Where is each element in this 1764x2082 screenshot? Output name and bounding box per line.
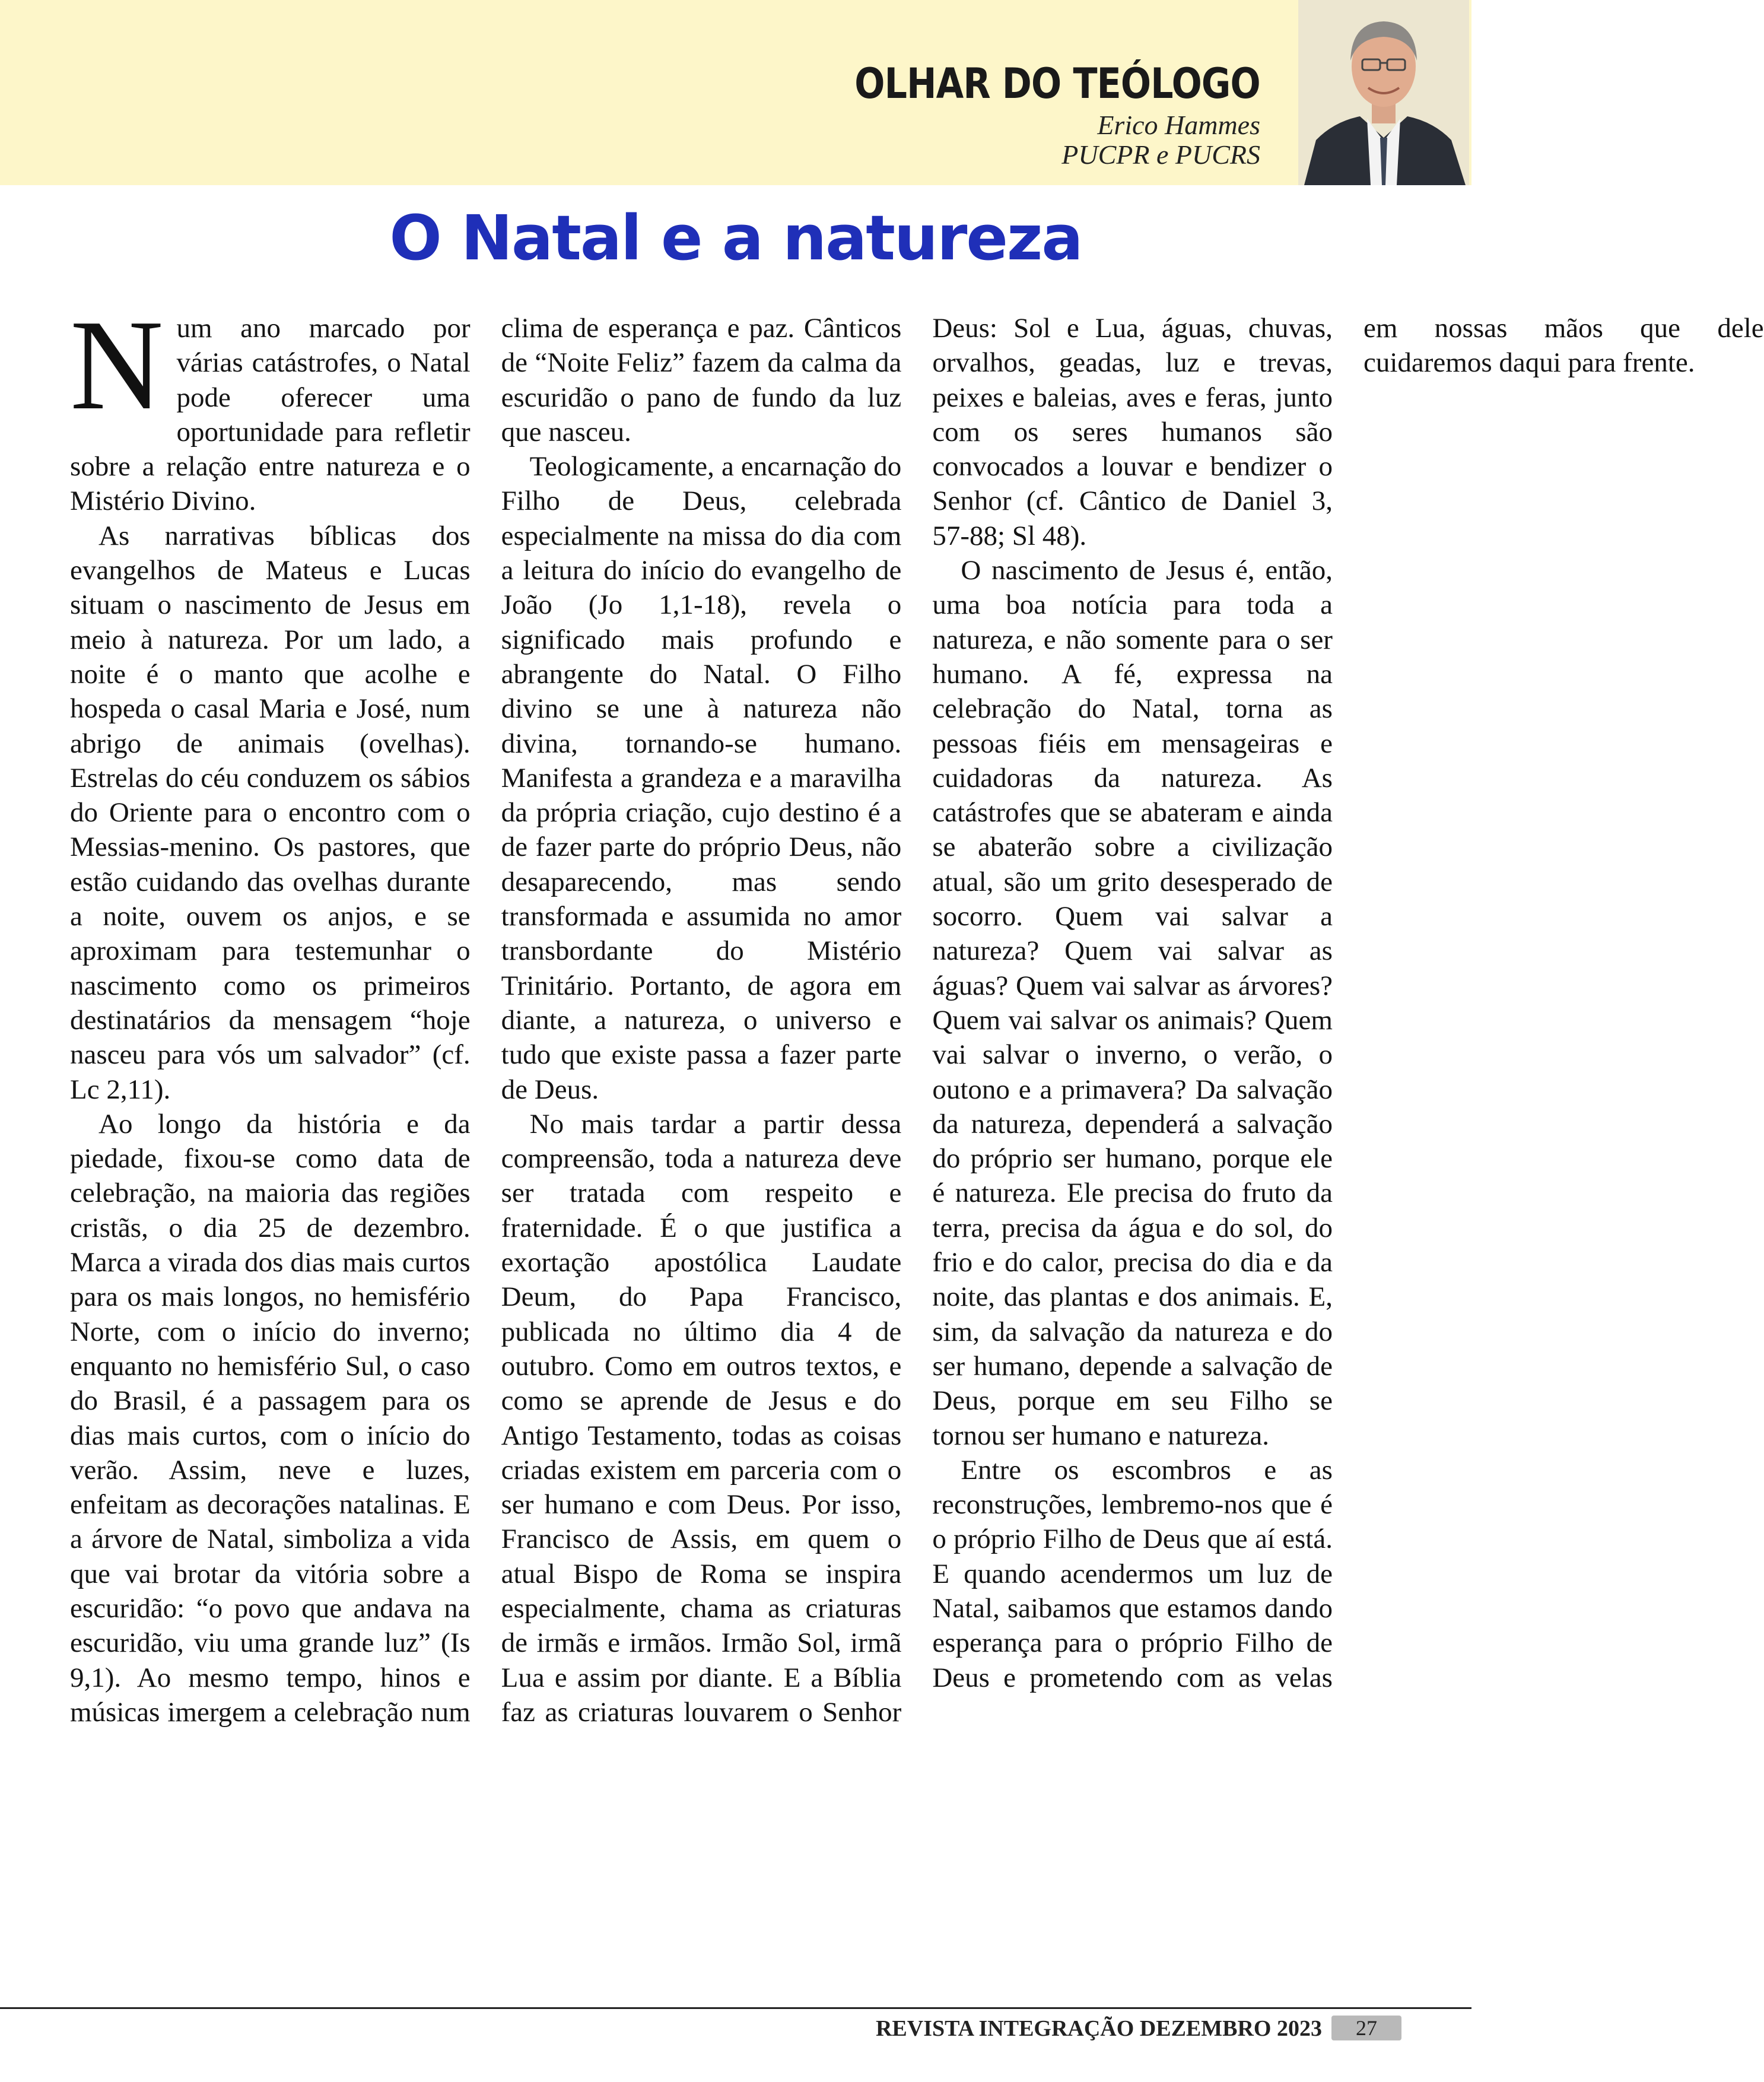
article-paragraph: As narrativas bíblicas dos evangelhos de Mateus e Lucas situam o nascimento de Jesus em meio à natureza. Por um lado, a noite é o manto que acolhe e hospeda o casal Maria e José, num abrigo de animais (ovelhas). Estrelas do céu conduzem os sábios do Oriente para o encontro com o Messias-menino. Os pastores, que estão cuidando das ovelhas durante a noite, ouvem os anjos, e se aproximam para testemunhar o nascimento como os primeiros destinatários da mensagem “hoje nasceu para vós um salvador” (cf. Lc 2,11). bbox=[70, 520, 471, 1105]
paragraph-text: um ano marcado por várias catástrofes, o Natal pode oferecer uma oportunidade para refletir sobre a relação entre natureza e o Mistério Divino. bbox=[70, 313, 471, 517]
article-paragraph bbox=[70, 294, 471, 519]
page-number: 27 bbox=[1331, 2016, 1401, 2040]
article-paragraph: Teologicamente, a encarnação do Filho de Deus, celebrada especialmente na missa do dia com a leitura do início do evangelho de João (Jo 1,1-18), revela o significado mais profundo e abrangente do Natal. O Filho divino se une à natureza não divina, tornando-se humano. Manifesta a grandeza e a maravilha da própria criação, cujo destino é a de fazer parte do próprio Deus, não desaparecendo, mas sendo transformada e assumida no amor transbordante do Mistério Trinitário. Portanto, de agora em diante, a natureza, o universo e tudo que existe passa a fazer parte de Deus. bbox=[501, 451, 902, 1105]
author-name: Erico Hammes bbox=[1097, 110, 1260, 140]
article-paragraph: O nascimento de Jesus é, então, uma boa notícia para toda a natureza, e não somente para o ser humano. A fé, expressa na celebração do Natal, torna as pessoas fiéis em mensageiras e cuidadoras da natureza. As catástrofes que se abateram e ainda se abaterão sobre a civilização atual, são um grito desesperado de socorro. Quem vai salvar a natureza? Quem vai salvar as águas? Quem vai salvar as árvores? Quem vai salvar os animais? Quem vai salvar o inverno, o verão, o outono e a primavera? Da salvação da natureza, dependerá a salvação do próprio ser humano, porque ele é natureza. Ele precisa do fruto da terra, precisa da água e do sol, do frio e do calor, precisa do dia e da noite, das plantas e dos animais. E, sim, da salvação da natureza e do ser humano, depende a salvação de Deus, porque em seu Filho se tornou ser humano e natureza. bbox=[932, 555, 1333, 1451]
drop-cap: N bbox=[70, 294, 164, 437]
column-label: OLHAR DO TEÓLOGO bbox=[854, 59, 1260, 108]
footer-publication: REVISTA INTEGRAÇÃO DEZEMBRO 2023 bbox=[875, 2016, 1322, 2041]
footer-divider bbox=[0, 2007, 1471, 2009]
article-title: O Natal e a natureza bbox=[389, 202, 1082, 274]
header-band bbox=[0, 0, 1471, 185]
article-paragraph: Ao longo da história e da piedade, fixou-se como data de celebração, na maioria das regiões cristãs, o dia 25 de dezembro. Marca a virada dos dias mais curtos para os mais longos, no hemisfério Norte, com o início do inverno; enquanto no hemisfério Sul, o caso do Brasil, é a passagem para os dias mais curtos, com o início do verão. Assim, neve e luzes, enfeitam as decorações natalinas. E a árvore de Natal, simboliza a vida que vai brotar da vitória sobre a escuridão: “o povo que andava na escuridão, viu uma grande luz” (Is 9,1). Ao mesmo tempo, hinos e músicas imergem a celebração num clima de esperança e paz. Cânticos de “Noite Feliz” fazem da calma da escuridão o pano de fundo da luz que nasceu. bbox=[70, 313, 902, 1728]
article-body bbox=[70, 294, 1764, 1747]
article-paragraph: Entre os escombros e as reconstruções, lembremo-nos que é o próprio Filho de Deus que aí está. E quando acendermos um luz de Natal, saibamos que estamos dando esperança para o próprio Filho de Deus e prometendo com as velas em nossas mãos que dele cuidaremos daqui para frente. bbox=[932, 313, 1764, 1693]
article-paragraph: No mais tardar a partir dessa compreensão, toda a natureza deve ser tratada com respeito e fraternidade. É o que justifica a exortação apostólica Laudate Deum, do Papa Francisco, publicada no último dia 4 de outubro. Como em outros textos, e como se aprende de Jesus e do Antigo Testamento, todas as coisas criadas existem em parceria com o ser humano e com Deus. Por isso, Francisco de Assis, em quem o atual Bispo de Roma se inspira especialmente, chama as criaturas de irmãs e irmãos. Irmão Sol, irmã Lua e assim por diante. E a Bíblia faz as criaturas louvarem o Senhor Deus: Sol e Lua, águas, chuvas, orvalhos, geadas, luz e trevas, peixes e baleias, aves e feras, junto com os seres humanos são convocados a louvar e bendizer o Senhor (cf. Cântico de Daniel 3, 57-88; Sl 48). bbox=[501, 313, 1333, 1728]
author-portrait bbox=[1298, 0, 1469, 185]
portrait-illustration bbox=[1298, 0, 1469, 185]
author-affiliation: PUCPR e PUCRS bbox=[1061, 139, 1260, 170]
